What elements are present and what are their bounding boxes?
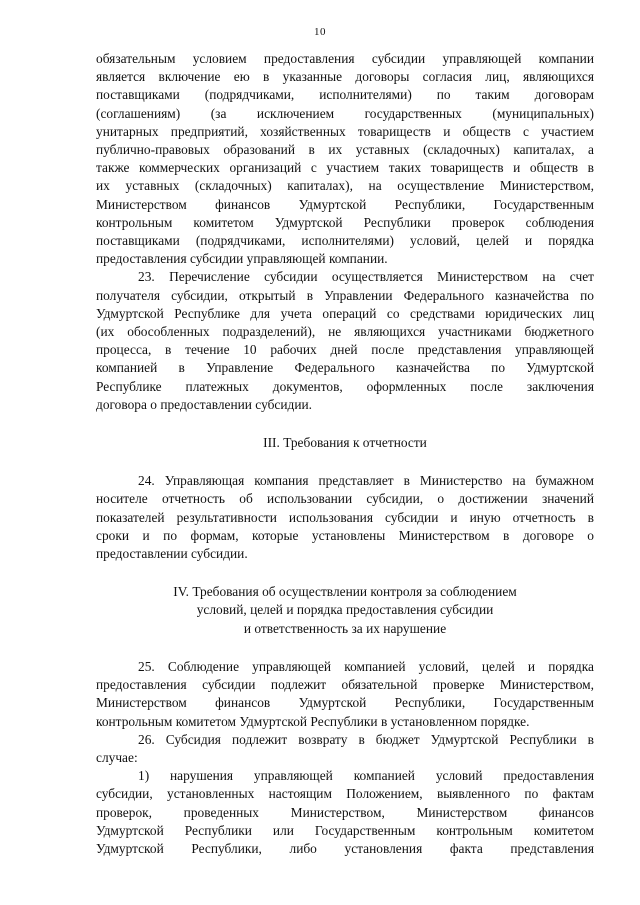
paragraph-spacer [96,563,594,583]
paragraph [96,472,594,563]
text-line: является включение ею в указанные договоры согласия лиц, являющихся [96,69,594,85]
text-line: (их обособленных подразделений), не являющихся участниками бюджетного [96,324,594,340]
text-line: субсидии, установленных настоящим Положением, выявленного по фактам [96,786,594,802]
paragraph [96,268,594,414]
text-line: предоставления субсидии управляющей компании. [96,251,388,267]
text-line: Удмуртской Республике для учета операций со средствами юридических лиц [96,305,594,321]
text-line: сроки и по формам, которые установлены Министерством в договоре о [96,527,594,543]
paragraph-spacer [96,452,594,472]
paragraph [96,731,594,767]
text-line: унитарных предприятий, хозяйственных товариществ и обществ с участием [96,123,594,139]
text-line: процесса, в течение 10 рабочих дней после представления управляющей [96,342,594,358]
text-line: 1) нарушения управляющей компанией условий предоставления [138,768,594,784]
text-line: случае: [96,749,138,765]
text-line: поставщиками (подрядчиками, исполнителями) условий, целей и порядка [96,233,594,249]
text-line: обязательным условием предоставления субсидии управляющей компании [96,51,594,66]
heading-line: условий, целей и порядка предоставления субсидии [196,602,494,618]
text-line: показателей результативности использования субсидии и иную отчетность в [96,509,594,525]
text-line: поставщиками (подрядчиками, исполнителями) по таким договорам [96,87,594,103]
text-line: публично-правовых образований в их уставных (складочных) капиталах, а [96,142,594,158]
paragraph-spacer [96,414,594,434]
text-line: их уставных (складочных) капиталах), на осуществление Министерством, [96,178,594,194]
text-line: проверок, проведенных Министерством, Министерством финансов [96,804,594,820]
paragraph [96,767,594,858]
text-line: 24. Управляющая компания представляет в Министерство на бумажном [138,473,594,489]
text-line: носителе отчетность об использовании субсидии, о достижении значений [96,491,594,507]
heading-line: III. Требования к отчетности [263,435,427,451]
heading-line: IV. Требования об осуществлении контроля за соблюдением [173,584,517,600]
text-line: договора о предоставлении субсидии. [96,396,313,412]
paragraph [96,658,594,731]
section-heading [96,583,594,638]
text-line: (соглашениям) (за исключением государственных (муниципальных) [96,105,594,121]
text-line: 26. Субсидия подлежит возврату в бюджет Удмуртской Республики в [138,731,594,747]
heading-line: и ответственность за их нарушение [243,620,447,636]
text-line: 23. Перечисление субсидии осуществляется Министерством на счет [138,269,594,285]
section-heading [96,434,594,452]
document-body [96,50,594,858]
text-line: контрольным комитетом Удмуртской Республики в установленном порядке. [96,713,530,729]
text-line: Министерством финансов Удмуртской Республики, Государственным [96,695,594,711]
text-line: Министерством финансов Удмуртской Республики, Государственным [96,196,594,212]
text-line: предоставления субсидии подлежит обязательной проверке Министерством, [96,677,594,693]
page-number: 10 [314,26,326,38]
text-line: Республике платежных документов, оформленных после заключения [96,378,594,394]
paragraph-spacer [96,638,594,658]
text-line: предоставлении субсидии. [96,546,248,562]
text-line: также коммерческих организаций с участием таких товариществ и обществ в [96,160,594,176]
text-line: 25. Соблюдение управляющей компанией условий, целей и порядка [138,658,594,674]
text-line: Удмуртской Республики или Государственным контрольным комитетом [96,822,594,838]
text-line: компанией в Управление Федерального казначейства по Удмуртской [96,360,594,376]
paragraph [96,50,594,268]
text-line: Удмуртской Республики, либо установления факта представления [96,840,594,856]
text-line: получателя субсидии, открытый в Управлении Федерального казначейства по [96,287,594,303]
text-line: контрольным комитетом Удмуртской Республики проверок соблюдения [96,214,594,230]
